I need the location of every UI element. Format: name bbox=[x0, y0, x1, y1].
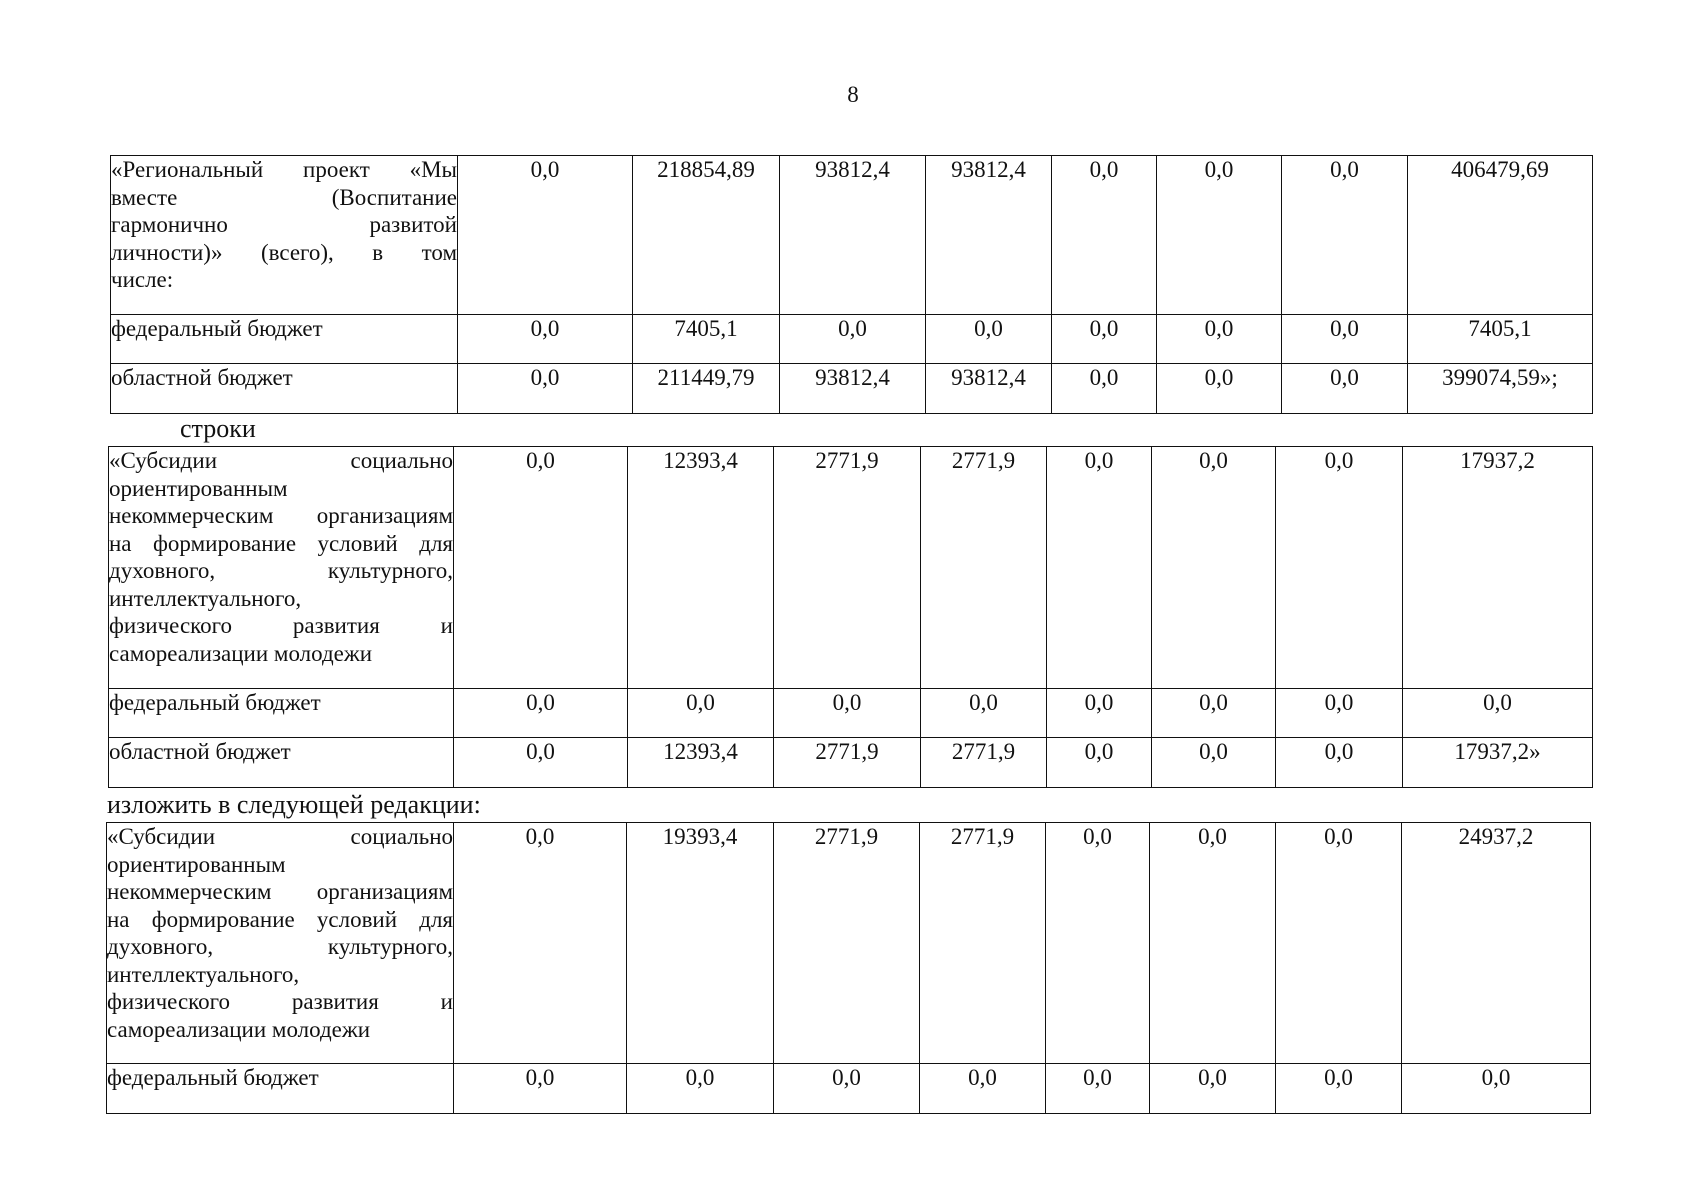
value-cell: 93812,4 bbox=[780, 364, 926, 414]
row-label bbox=[111, 315, 458, 364]
budget-table-subsidies-current bbox=[108, 446, 1593, 788]
label-line: вместе (Воспитание bbox=[111, 184, 457, 210]
value-cell: 0,0 bbox=[780, 315, 926, 364]
value-cell: 0,0 bbox=[1047, 738, 1152, 788]
value-cell: 0,0 bbox=[1047, 447, 1152, 689]
label-line: ориентированным bbox=[109, 475, 288, 501]
value-cell: 12393,4 bbox=[628, 447, 774, 689]
row-label bbox=[107, 823, 454, 1064]
value-cell: 0,0 bbox=[1157, 315, 1282, 364]
label-line: некоммерческим организациям bbox=[107, 879, 453, 904]
value-cell: 93812,4 bbox=[926, 156, 1052, 315]
value-cell: 0,0 bbox=[1052, 364, 1157, 414]
value-cell: 17937,2 bbox=[1403, 447, 1593, 689]
row-label bbox=[107, 1064, 454, 1114]
label-line: самореализации молодежи bbox=[109, 640, 373, 666]
value-cell: 93812,4 bbox=[780, 156, 926, 315]
table-row bbox=[111, 364, 1593, 414]
value-cell: 399074,59»; bbox=[1408, 364, 1593, 414]
value-cell: 0,0 bbox=[920, 1064, 1046, 1114]
value-cell: 2771,9 bbox=[774, 738, 921, 788]
value-cell: 7405,1 bbox=[633, 315, 780, 364]
value-cell: 0,0 bbox=[454, 689, 628, 738]
table-row bbox=[107, 1064, 1591, 1114]
value-cell: 0,0 bbox=[921, 689, 1047, 738]
label-line: «Региональный проект «Мы bbox=[111, 157, 457, 182]
table-row bbox=[111, 315, 1593, 364]
label-line: духовного, культурного, bbox=[107, 934, 453, 959]
row-label bbox=[111, 364, 458, 414]
label-line: федеральный бюджет bbox=[111, 316, 323, 341]
value-cell: 0,0 bbox=[1052, 156, 1157, 315]
table-row bbox=[109, 738, 1593, 788]
label-line: духовного, культурного, bbox=[109, 558, 453, 583]
value-cell: 0,0 bbox=[1157, 156, 1282, 315]
table-row bbox=[109, 447, 1593, 689]
table-row bbox=[109, 689, 1593, 738]
value-cell: 0,0 bbox=[1276, 1064, 1402, 1114]
value-cell: 0,0 bbox=[1282, 156, 1408, 315]
label-line: на формирование условий для bbox=[107, 906, 453, 932]
value-cell: 93812,4 bbox=[926, 364, 1052, 414]
label-line: «Субсидии социально bbox=[109, 448, 453, 473]
label-line: самореализации молодежи bbox=[107, 1016, 371, 1042]
value-cell: 2771,9 bbox=[921, 447, 1047, 689]
value-cell: 0,0 bbox=[454, 1064, 627, 1114]
value-cell: 218854,89 bbox=[633, 156, 780, 315]
label-line: федеральный бюджет bbox=[107, 1065, 319, 1090]
value-cell: 7405,1 bbox=[1408, 315, 1593, 364]
row-label bbox=[109, 738, 454, 788]
label-line: областной бюджет bbox=[109, 739, 291, 764]
row-label bbox=[111, 156, 458, 315]
value-cell: 0,0 bbox=[1402, 1064, 1591, 1114]
value-cell: 0,0 bbox=[454, 738, 628, 788]
value-cell: 0,0 bbox=[1276, 447, 1403, 689]
budget-table-regional-project bbox=[110, 155, 1593, 414]
value-cell: 0,0 bbox=[1150, 823, 1276, 1064]
label-line: некоммерческим организациям bbox=[109, 503, 453, 528]
label-line: на формирование условий для bbox=[109, 530, 453, 556]
value-cell: 2771,9 bbox=[774, 447, 921, 689]
value-cell: 211449,79 bbox=[633, 364, 780, 414]
label-line: ориентированным bbox=[107, 851, 286, 877]
value-cell: 0,0 bbox=[458, 364, 633, 414]
label-line: федеральный бюджет bbox=[109, 690, 321, 715]
value-cell: 0,0 bbox=[627, 1064, 774, 1114]
value-cell: 0,0 bbox=[1276, 738, 1403, 788]
row-label bbox=[109, 689, 454, 738]
label-line: личности)» (всего), в том bbox=[111, 239, 457, 265]
label-line: интеллектуального, bbox=[109, 585, 302, 611]
value-cell: 0,0 bbox=[1046, 1064, 1150, 1114]
value-cell: 24937,2 bbox=[1402, 823, 1591, 1064]
label-line: интеллектуального, bbox=[107, 961, 300, 987]
value-cell: 0,0 bbox=[1152, 447, 1276, 689]
value-cell: 2771,9 bbox=[920, 823, 1046, 1064]
value-cell: 19393,4 bbox=[627, 823, 774, 1064]
value-cell: 0,0 bbox=[1150, 1064, 1276, 1114]
value-cell: 0,0 bbox=[1403, 689, 1593, 738]
value-cell: 0,0 bbox=[458, 156, 633, 315]
value-cell: 17937,2» bbox=[1403, 738, 1593, 788]
value-cell: 0,0 bbox=[454, 447, 628, 689]
value-cell: 2771,9 bbox=[921, 738, 1047, 788]
value-cell: 0,0 bbox=[458, 315, 633, 364]
value-cell: 0,0 bbox=[1047, 689, 1152, 738]
budget-table-subsidies-new bbox=[106, 822, 1591, 1114]
page-number: 8 bbox=[847, 82, 859, 107]
value-cell: 0,0 bbox=[1046, 823, 1150, 1064]
label-line: «Субсидии социально bbox=[107, 824, 453, 849]
value-cell: 0,0 bbox=[1052, 315, 1157, 364]
label-line: физического развития и bbox=[109, 613, 453, 638]
value-cell: 0,0 bbox=[1152, 738, 1276, 788]
value-cell: 0,0 bbox=[1157, 364, 1282, 414]
value-cell: 0,0 bbox=[628, 689, 774, 738]
note-edit: изложить в следующей редакции: bbox=[107, 790, 481, 819]
value-cell: 0,0 bbox=[1152, 689, 1276, 738]
table-row bbox=[111, 156, 1593, 315]
value-cell: 0,0 bbox=[1276, 689, 1403, 738]
value-cell: 0,0 bbox=[1276, 823, 1402, 1064]
label-line: физического развития и bbox=[107, 989, 453, 1014]
value-cell: 0,0 bbox=[926, 315, 1052, 364]
value-cell: 0,0 bbox=[774, 1064, 920, 1114]
value-cell: 0,0 bbox=[454, 823, 627, 1064]
label-line: гармонично развитой bbox=[111, 212, 457, 237]
value-cell: 2771,9 bbox=[774, 823, 920, 1064]
table-row bbox=[107, 823, 1591, 1064]
value-cell: 0,0 bbox=[774, 689, 921, 738]
label-line: областной бюджет bbox=[111, 365, 293, 390]
note-strings: строки bbox=[180, 414, 256, 443]
row-label bbox=[109, 447, 454, 689]
value-cell: 0,0 bbox=[1282, 315, 1408, 364]
value-cell: 406479,69 bbox=[1408, 156, 1593, 315]
label-line: числе: bbox=[111, 267, 174, 292]
value-cell: 12393,4 bbox=[628, 738, 774, 788]
value-cell: 0,0 bbox=[1282, 364, 1408, 414]
